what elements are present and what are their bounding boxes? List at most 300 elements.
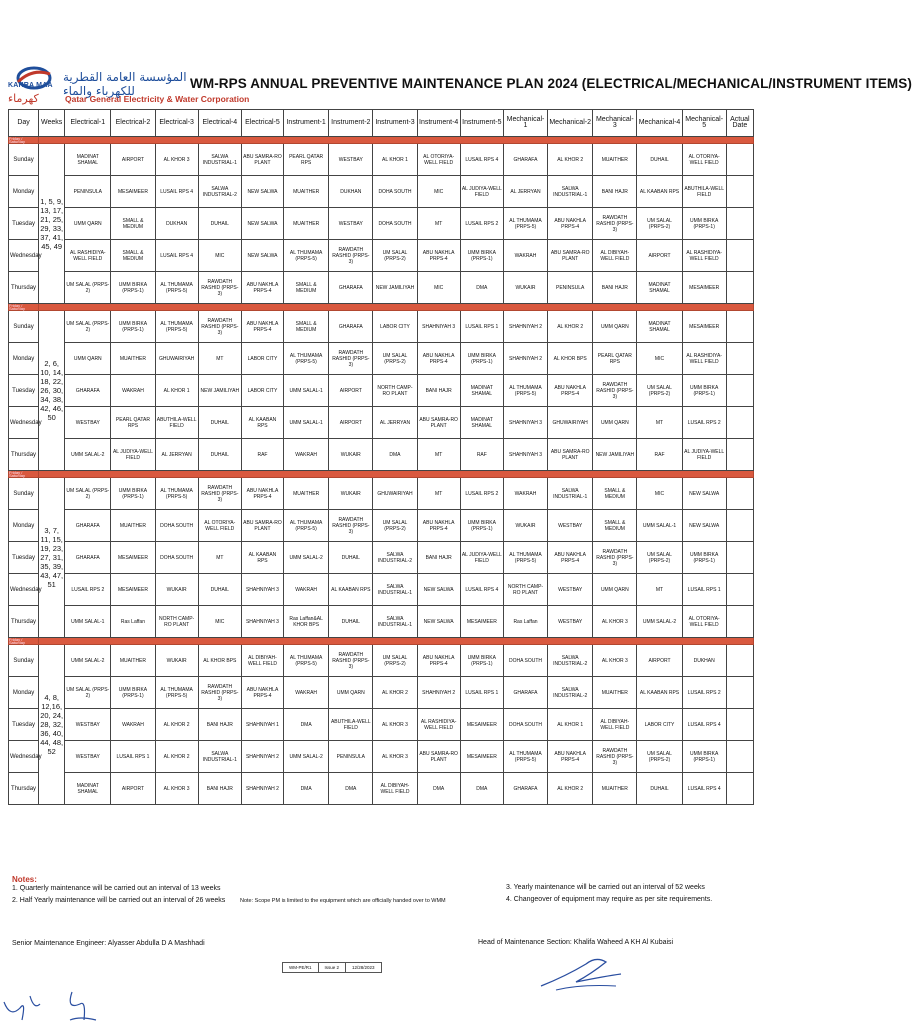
site-cell: AL THUMAMA (PRPS-5) <box>503 208 547 240</box>
site-cell: LUSAIL RPS 2 <box>460 208 503 240</box>
site-cell: AL THUMAMA (PRPS-5) <box>284 343 329 375</box>
site-cell: BANI HAJR <box>593 176 637 208</box>
site-cell: MESAIMEER <box>682 311 726 343</box>
site-cell: DOHA SOUTH <box>373 208 417 240</box>
site-cell: AIRPORT <box>111 144 155 176</box>
site-cell: WUKAIR <box>503 510 547 542</box>
site-cell: UMM BIRKA (PRPS-1) <box>111 272 155 304</box>
site-cell: MADINAT SHAMAL <box>460 407 503 439</box>
site-cell: MESAIMEER <box>682 272 726 304</box>
site-cell: MT <box>417 478 460 510</box>
site-cell: AL THUMAMA (PRPS-5) <box>503 375 547 407</box>
site-cell: SHAHNIYAH 2 <box>241 773 283 805</box>
weeks-cell: 2, 6, 10, 14, 18, 22, 26, 30, 34, 38, 42, 46, 50 <box>39 311 65 471</box>
site-cell: WUKAIR <box>503 272 547 304</box>
site-cell: WESTBAY <box>329 208 373 240</box>
site-cell: MUAITHER <box>284 478 329 510</box>
table-row <box>9 375 754 407</box>
weekend-separator-row <box>9 471 754 478</box>
column-header: Instrument-2 <box>329 110 373 137</box>
day-cell: Wednesday <box>9 574 39 606</box>
site-cell: NEW SALWA <box>241 208 283 240</box>
site-cell: RAF <box>637 439 682 471</box>
site-cell: BANI HAJR <box>198 773 241 805</box>
actual-date-cell[interactable] <box>726 677 753 709</box>
site-cell: ABU NAKHLA PRPS-4 <box>548 208 593 240</box>
site-cell: MADINAT SHAMAL <box>460 375 503 407</box>
site-cell: AL RASHIDIYA-WELL FIELD <box>65 240 111 272</box>
day-cell: Wednesday <box>9 240 39 272</box>
site-cell: LUSAIL RPS 1 <box>460 311 503 343</box>
notes-heading: Notes: <box>12 875 37 884</box>
column-header: Mechanical-1 <box>503 110 547 137</box>
site-cell: GHARAFA <box>503 773 547 805</box>
site-cell: MIC <box>417 272 460 304</box>
site-cell: AL KHOR 3 <box>593 606 637 638</box>
site-cell: UMM BIRKA (PRPS-1) <box>682 375 726 407</box>
weekend-separator-row <box>9 137 754 144</box>
table-row <box>9 741 754 773</box>
site-cell: WAKRAH <box>503 478 547 510</box>
actual-date-cell[interactable] <box>726 311 753 343</box>
column-header: Mechanical-2 <box>548 110 593 137</box>
site-cell: ABU NAKHLA PRPS-4 <box>417 510 460 542</box>
site-cell: PEARL QATAR RPS <box>111 407 155 439</box>
site-cell: UM SALAL (PRPS-2) <box>373 510 417 542</box>
site-cell: WESTBAY <box>548 574 593 606</box>
site-cell: AL JUDIYA-WELL FIELD <box>460 176 503 208</box>
site-cell: DOHA SOUTH <box>155 542 198 574</box>
site-cell: UM SALAL (PRPS-2) <box>373 645 417 677</box>
day-cell: Sunday <box>9 645 39 677</box>
actual-date-cell[interactable] <box>726 574 753 606</box>
site-cell: WUKAIR <box>329 439 373 471</box>
site-cell: UMM QARN <box>65 208 111 240</box>
actual-date-cell[interactable] <box>726 709 753 741</box>
site-cell: MIC <box>417 176 460 208</box>
column-header: Instrument-4 <box>417 110 460 137</box>
weekend-band <box>39 304 754 311</box>
table-row <box>9 677 754 709</box>
actual-date-cell[interactable] <box>726 773 753 805</box>
site-cell: DOHA SOUTH <box>155 510 198 542</box>
table-row <box>9 542 754 574</box>
site-cell: AL JUDIYA-WELL FIELD <box>682 439 726 471</box>
site-cell: LABOR CITY <box>373 311 417 343</box>
site-cell: AL KHOR 2 <box>548 773 593 805</box>
site-cell: AL KHOR BPS <box>548 343 593 375</box>
site-cell: UMM SALAL-2 <box>637 606 682 638</box>
actual-date-cell[interactable] <box>726 343 753 375</box>
site-cell: MUAITHER <box>284 176 329 208</box>
site-cell: MESAIMEER <box>111 542 155 574</box>
site-cell: SHAHNIYAH 3 <box>503 439 547 471</box>
table-row <box>9 407 754 439</box>
site-cell: UMM SALAL-1 <box>637 510 682 542</box>
site-cell: NEW SALWA <box>682 478 726 510</box>
site-cell: AL KAABAN RPS <box>329 574 373 606</box>
site-cell: LABOR CITY <box>637 709 682 741</box>
site-cell: GHUWAIRIYAH <box>548 407 593 439</box>
site-cell: AL DIBIYAH-WELL FIELD <box>593 709 637 741</box>
weeks-cell: 1, 5, 9, 13, 17, 21, 25, 29, 33, 37, 41, 45, 49 <box>39 144 65 304</box>
actual-date-cell[interactable] <box>726 144 753 176</box>
site-cell: MESAIMEER <box>460 741 503 773</box>
site-cell: DUHAIL <box>637 144 682 176</box>
doc-number: WM-PE/R1 <box>283 963 319 973</box>
table-row <box>9 311 754 343</box>
site-cell: AIRPORT <box>329 375 373 407</box>
kahramaa-logo <box>8 64 250 108</box>
site-cell: DUHAIL <box>198 574 241 606</box>
site-cell: UMM BIRKA (PRPS-1) <box>460 645 503 677</box>
site-cell: SALWA INDUSTRIAL-1 <box>548 478 593 510</box>
site-cell: SALWA INDUSTRIAL-2 <box>548 677 593 709</box>
site-cell: PENINSULA <box>329 741 373 773</box>
day-cell: Sunday <box>9 311 39 343</box>
site-cell: MUAITHER <box>593 144 637 176</box>
site-cell: MIC <box>198 606 241 638</box>
site-cell: UM SALAL (PRPS-2) <box>637 375 682 407</box>
site-cell: SHAHNIYAH 1 <box>241 709 283 741</box>
site-cell: WESTBAY <box>65 407 111 439</box>
site-cell: AL KHOR 2 <box>373 677 417 709</box>
site-cell: AL JERRYAN <box>503 176 547 208</box>
site-cell: DUHAIL <box>198 208 241 240</box>
site-cell: AL KHOR 2 <box>548 311 593 343</box>
site-cell: DMA <box>373 439 417 471</box>
site-cell: PENINSULA <box>548 272 593 304</box>
site-cell: MUAITHER <box>284 208 329 240</box>
doc-issue: Issue 2 <box>318 963 346 973</box>
site-cell: SHAHNIYAH 2 <box>503 343 547 375</box>
site-cell: AL JUDIYA-WELL FIELD <box>460 542 503 574</box>
site-cell: LUSAIL RPS 2 <box>682 677 726 709</box>
day-cell: Wednesday <box>9 407 39 439</box>
site-cell: MIC <box>637 478 682 510</box>
site-cell: DUKHAN <box>682 645 726 677</box>
site-cell: ABU NAKHLA PRPS-4 <box>417 645 460 677</box>
site-cell: SMALL & MEDIUM <box>111 208 155 240</box>
column-header: Actual Date <box>726 110 753 137</box>
site-cell: AL OTORIYA-WELL FIELD <box>417 144 460 176</box>
site-cell: MIC <box>637 343 682 375</box>
site-cell: ABU NAKHLA PRPS-4 <box>241 272 283 304</box>
site-cell: AL THUMAMA (PRPS-5) <box>284 510 329 542</box>
day-cell: Thursday <box>9 773 39 805</box>
logo-kahra-text: KAHRA MAA <box>8 82 53 89</box>
site-cell: SMALL & MEDIUM <box>593 478 637 510</box>
table-row <box>9 773 754 805</box>
site-cell: UMM BIRKA (PRPS-1) <box>111 677 155 709</box>
site-cell: AL THUMAMA (PRPS-5) <box>155 478 198 510</box>
site-cell: PENINSULA <box>65 176 111 208</box>
actual-date-cell[interactable] <box>726 208 753 240</box>
table-row <box>9 709 754 741</box>
logo-english-name: Qatar General Electricity & Water Corporation <box>65 94 250 104</box>
site-cell: UMM BIRKA (PRPS-1) <box>682 741 726 773</box>
site-cell: AL JUDIYA-WELL FIELD <box>111 439 155 471</box>
site-cell: UMM BIRKA (PRPS-1) <box>460 240 503 272</box>
site-cell: MADINAT SHAMAL <box>65 144 111 176</box>
actual-date-cell[interactable] <box>726 272 753 304</box>
site-cell: AL JERRYAN <box>155 439 198 471</box>
site-cell: UM SALAL (PRPS-2) <box>637 208 682 240</box>
site-cell: ABU NAKHLA PRPS-4 <box>241 677 283 709</box>
site-cell: UM SALAL (PRPS-2) <box>65 311 111 343</box>
site-cell: BANI HAJR <box>417 375 460 407</box>
site-cell: UMM SALAL-2 <box>284 542 329 574</box>
column-header: Instrument-5 <box>460 110 503 137</box>
site-cell: AL THUMAMA (PRPS-5) <box>284 645 329 677</box>
site-cell: ABU NAKHLA PRPS-4 <box>417 240 460 272</box>
site-cell: RAWDATH RASHID (PRPS-3) <box>329 343 373 375</box>
site-cell: MESAIMEER <box>111 574 155 606</box>
site-cell: SHAHNIYAH 3 <box>241 574 283 606</box>
site-cell: RAWDATH RASHID (PRPS-3) <box>198 272 241 304</box>
actual-date-cell[interactable] <box>726 478 753 510</box>
site-cell: SALWA INDUSTRIAL-1 <box>548 176 593 208</box>
site-cell: AL THUMAMA (PRPS-5) <box>155 677 198 709</box>
site-cell: AL KHOR 2 <box>155 741 198 773</box>
weekend-label: Friday / Saturday <box>9 471 39 478</box>
site-cell: LUSAIL RPS 2 <box>460 478 503 510</box>
site-cell: MUAITHER <box>111 510 155 542</box>
site-cell: AL THUMAMA (PRPS-5) <box>155 311 198 343</box>
site-cell: SALWA INDUSTRIAL-2 <box>198 176 241 208</box>
page-title: WM-RPS ANNUAL PREVENTIVE MAINTENANCE PLAN 2024 (ELECTRICAL/MECHANICAL/INSTRUMENT ITEMS) <box>190 76 912 91</box>
site-cell: WUKAIR <box>155 645 198 677</box>
site-cell: MT <box>637 574 682 606</box>
site-cell: AL KHOR 3 <box>155 144 198 176</box>
site-cell: DMA <box>329 773 373 805</box>
site-cell: ABUTHILA-WELL FIELD <box>329 709 373 741</box>
site-cell: GHARAFA <box>65 542 111 574</box>
actual-date-cell[interactable] <box>726 510 753 542</box>
site-cell: SMALL & MEDIUM <box>593 510 637 542</box>
site-cell: MUAITHER <box>593 677 637 709</box>
site-cell: ABU SAMRA-RO PLANT <box>548 439 593 471</box>
column-header: Instrument-3 <box>373 110 417 137</box>
site-cell: SHAHNIYAH 3 <box>503 407 547 439</box>
site-cell: AL RASHIDIYA-WELL FIELD <box>682 343 726 375</box>
site-cell: AL DIBIYAH-WELL FIELD <box>373 773 417 805</box>
site-cell: WAKRAH <box>284 677 329 709</box>
site-cell: MT <box>198 343 241 375</box>
table-row <box>9 478 754 510</box>
site-cell: LUSAIL RPS 2 <box>682 407 726 439</box>
site-cell: NORTH CAMP-RO PLANT <box>155 606 198 638</box>
site-cell: UMM QARN <box>593 311 637 343</box>
document-control-box <box>282 962 382 973</box>
site-cell: NEW JAMILIYAH <box>198 375 241 407</box>
site-cell: DMA <box>284 709 329 741</box>
day-cell: Monday <box>9 510 39 542</box>
actual-date-cell[interactable] <box>726 439 753 471</box>
site-cell: GHARAFA <box>503 677 547 709</box>
site-cell: BANI HAJR <box>593 272 637 304</box>
site-cell: LABOR CITY <box>241 375 283 407</box>
day-cell: Monday <box>9 343 39 375</box>
site-cell: ABU SAMRA-RO PLANT <box>417 407 460 439</box>
site-cell: AIRPORT <box>637 645 682 677</box>
site-cell: LABOR CITY <box>241 343 283 375</box>
day-cell: Sunday <box>9 478 39 510</box>
site-cell: UM SALAL (PRPS-2) <box>373 343 417 375</box>
day-cell: Thursday <box>9 272 39 304</box>
site-cell: AIRPORT <box>329 407 373 439</box>
site-cell: MT <box>198 542 241 574</box>
site-cell: SALWA INDUSTRIAL-1 <box>373 574 417 606</box>
site-cell: SHAHNIYAH 3 <box>241 606 283 638</box>
site-cell: BANI HAJR <box>198 709 241 741</box>
site-cell: AL KHOR 3 <box>155 773 198 805</box>
head-of-section-signature-label: Head of Maintenance Section: Khalifa Waheed A KH Al Kubaisi <box>478 939 674 946</box>
site-cell: GHUWAIRIYAH <box>155 343 198 375</box>
site-cell: RAWDATH RASHID (PRPS-3) <box>198 311 241 343</box>
table-row <box>9 176 754 208</box>
site-cell: WESTBAY <box>65 741 111 773</box>
site-cell: Ras Laffan <box>503 606 547 638</box>
site-cell: AL KAABAN RPS <box>241 407 283 439</box>
site-cell: ABU NAKHLA PRPS-4 <box>241 311 283 343</box>
site-cell: MIC <box>198 240 241 272</box>
site-cell: NEW JAMILIYAH <box>593 439 637 471</box>
site-cell: UM SALAL (PRPS-2) <box>637 741 682 773</box>
site-cell: RAWDATH RASHID (PRPS-3) <box>329 240 373 272</box>
site-cell: RAWDATH RASHID (PRPS-3) <box>198 478 241 510</box>
site-cell: AL OTORIYA-WELL FIELD <box>198 510 241 542</box>
site-cell: UMM BIRKA (PRPS-1) <box>682 208 726 240</box>
table-row <box>9 439 754 471</box>
site-cell: MUAITHER <box>111 645 155 677</box>
site-cell: DMA <box>284 773 329 805</box>
site-cell: SMALL & MEDIUM <box>284 311 329 343</box>
site-cell: WUKAIR <box>329 478 373 510</box>
column-header: Electrical-1 <box>65 110 111 137</box>
column-header: Instrument-1 <box>284 110 329 137</box>
site-cell: RAWDATH RASHID (PRPS-3) <box>329 645 373 677</box>
site-cell: GHARAFA <box>65 510 111 542</box>
site-cell: LUSAIL RPS 4 <box>155 176 198 208</box>
site-cell: AL OTORIYA-WELL FIELD <box>682 606 726 638</box>
site-cell: AIRPORT <box>111 773 155 805</box>
senior-engineer-signature-label: Senior Maintenance Engineer: Alyasser Abdulla D A Mashhadi <box>12 940 205 947</box>
site-cell: UMM SALAL-1 <box>284 407 329 439</box>
site-cell: ABU NAKHLA PRPS-4 <box>548 542 593 574</box>
actual-date-cell[interactable] <box>726 606 753 638</box>
weekend-band <box>39 137 754 144</box>
weekend-separator-row <box>9 304 754 311</box>
column-header: Electrical-2 <box>111 110 155 137</box>
site-cell: MESAIMEER <box>111 176 155 208</box>
site-cell: SMALL & MEDIUM <box>111 240 155 272</box>
site-cell: AL THUMAMA (PRPS-5) <box>155 272 198 304</box>
site-cell: DUKHAN <box>329 176 373 208</box>
site-cell: RAWDATH RASHID (PRPS-3) <box>593 741 637 773</box>
site-cell: NORTH CAMP-RO PLANT <box>503 574 547 606</box>
site-cell: DUHAIL <box>637 773 682 805</box>
scope-note: Note: Scope PM is limited to the equipment which are officially handed over to WMM <box>240 898 446 904</box>
site-cell: DUHAIL <box>329 542 373 574</box>
site-cell: SHAHNIYAH 3 <box>417 311 460 343</box>
site-cell: SHAHNIYAH 2 <box>503 311 547 343</box>
site-cell: LUSAIL RPS 4 <box>460 144 503 176</box>
site-cell: DOHA SOUTH <box>373 176 417 208</box>
site-cell: MADINAT SHAMAL <box>637 272 682 304</box>
site-cell: WESTBAY <box>548 510 593 542</box>
actual-date-cell[interactable] <box>726 176 753 208</box>
weekend-separator-row <box>9 638 754 645</box>
site-cell: ABU SAMRA-RO PLANT <box>548 240 593 272</box>
site-cell: WESTBAY <box>65 709 111 741</box>
table-row <box>9 272 754 304</box>
actual-date-cell[interactable] <box>726 645 753 677</box>
site-cell: AL THUMAMA (PRPS-5) <box>503 741 547 773</box>
site-cell: UMM SALAL-2 <box>284 741 329 773</box>
site-cell: SALWA INDUSTRIAL-1 <box>373 606 417 638</box>
site-cell: GHARAFA <box>329 272 373 304</box>
site-cell: SALWA INDUSTRIAL-1 <box>198 741 241 773</box>
site-cell: DMA <box>460 272 503 304</box>
site-cell: AL KHOR 3 <box>373 709 417 741</box>
site-cell: NEW SALWA <box>417 606 460 638</box>
site-cell: DMA <box>460 773 503 805</box>
site-cell: WAKRAH <box>111 375 155 407</box>
site-cell: NEW SALWA <box>682 510 726 542</box>
actual-date-cell[interactable] <box>726 240 753 272</box>
actual-date-cell[interactable] <box>726 741 753 773</box>
note-1: 1. Quarterly maintenance will be carried out an interval of 13 weeks <box>12 885 221 892</box>
actual-date-cell[interactable] <box>726 375 753 407</box>
site-cell: AL KAABAN RPS <box>637 176 682 208</box>
site-cell: UM SALAL (PRPS-2) <box>65 272 111 304</box>
site-cell: DUHAIL <box>329 606 373 638</box>
site-cell: AL KAABAN RPS <box>637 677 682 709</box>
site-cell: ABU SAMRA-RO PLANT <box>417 741 460 773</box>
site-cell: RAWDATH RASHID (PRPS-3) <box>198 677 241 709</box>
site-cell: WAKRAH <box>284 574 329 606</box>
weeks-cell: 3, 7, 11, 15, 19, 23, 27, 31, 35, 39, 43, 47, 51 <box>39 478 65 638</box>
site-cell: SHAHNIYAH 2 <box>417 677 460 709</box>
site-cell: NORTH CAMP-RO PLANT <box>373 375 417 407</box>
table-row <box>9 510 754 542</box>
site-cell: AL KHOR 1 <box>548 709 593 741</box>
site-cell: RAF <box>460 439 503 471</box>
note-4: 4. Changeover of equipment may require as per site requirements. <box>506 896 713 903</box>
table-row <box>9 606 754 638</box>
site-cell: MT <box>637 407 682 439</box>
site-cell: DUKHAN <box>155 208 198 240</box>
site-cell: AL KHOR 1 <box>155 375 198 407</box>
site-cell: NEW SALWA <box>241 240 283 272</box>
actual-date-cell[interactable] <box>726 407 753 439</box>
table-row <box>9 208 754 240</box>
actual-date-cell[interactable] <box>726 542 753 574</box>
site-cell: LUSAIL RPS 1 <box>111 741 155 773</box>
site-cell: MADINAT SHAMAL <box>637 311 682 343</box>
column-header: Electrical-4 <box>198 110 241 137</box>
weekend-label: Friday / Saturday <box>9 137 39 144</box>
day-cell: Wednesday <box>9 741 39 773</box>
site-cell: WAKRAH <box>111 709 155 741</box>
site-cell: UM SALAL (PRPS-2) <box>65 677 111 709</box>
table-row <box>9 343 754 375</box>
column-header: Electrical-3 <box>155 110 198 137</box>
site-cell: DUHAIL <box>198 407 241 439</box>
site-cell: AL OTORIYA-WELL FIELD <box>682 144 726 176</box>
column-header: Electrical-5 <box>241 110 283 137</box>
